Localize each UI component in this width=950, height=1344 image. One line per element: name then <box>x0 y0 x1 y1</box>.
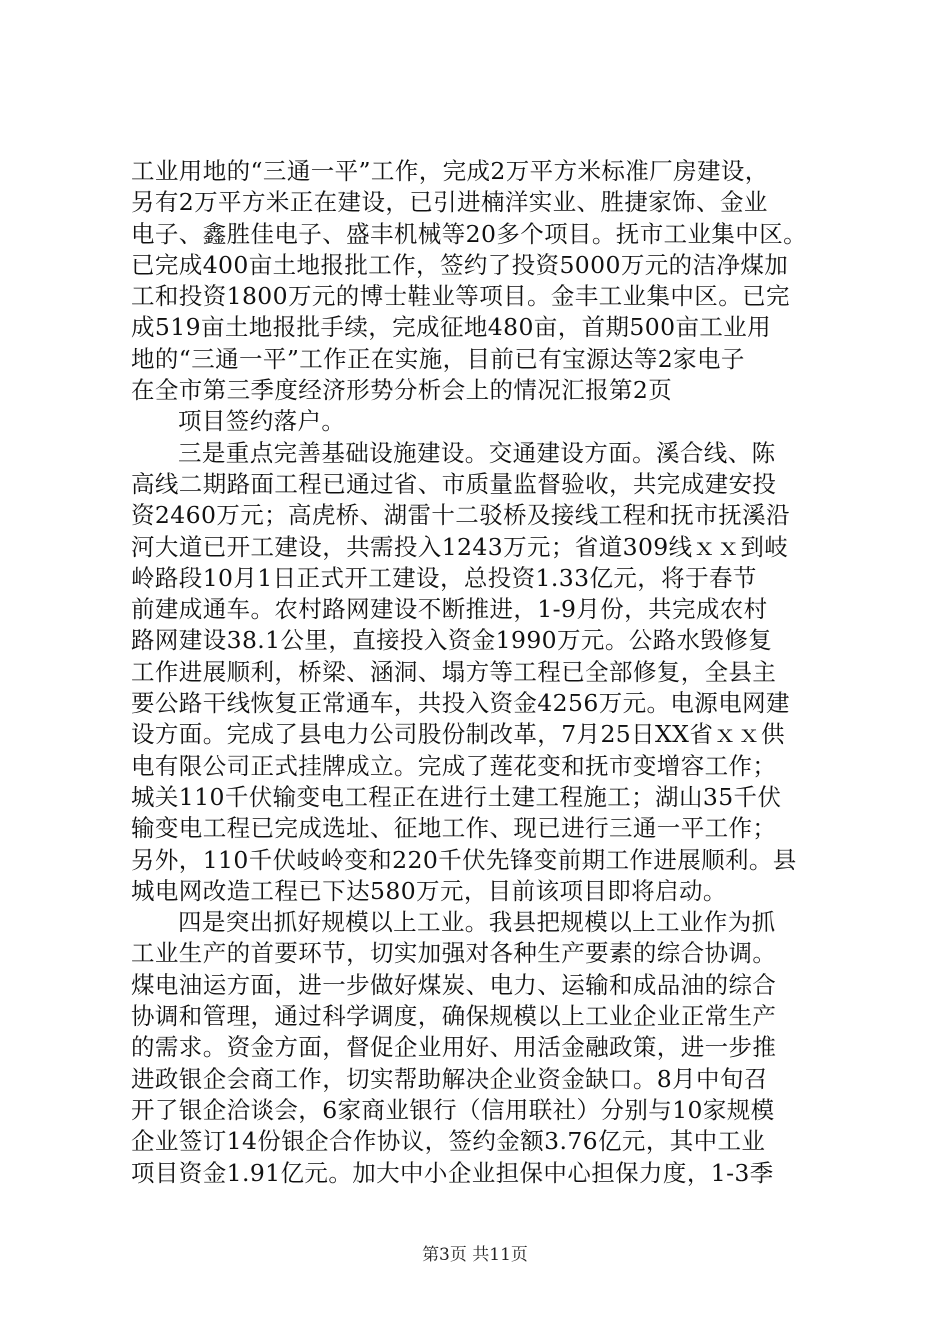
text-line: 项目资金1.91亿元。加大中小企业担保中心担保力度，1-3季 <box>131 1158 774 1187</box>
text-line: 另外，110千伏岐岭变和220千伏先锋变前期工作进展顺利。县 <box>131 845 797 874</box>
text-line: 输变电工程已完成选址、征地工作、现已进行三通一平工作； <box>131 814 777 843</box>
text-line: 煤电油运方面，进一步做好煤炭、电力、运输和成品油的综合 <box>131 970 777 999</box>
text-line: 路网建设38.1公里，直接投入资金1990万元。公路水毁修复 <box>131 626 773 655</box>
text-line: 已完成400亩土地报批工作，签约了投资5000万元的洁净煤加 <box>131 250 789 279</box>
running-header-line: 在全市第三季度经济形势分析会上的情况汇报第2页 <box>131 376 673 405</box>
text-line: 另有2万平方米正在建设，已引进楠洋实业、胜捷家饰、金业 <box>131 188 768 217</box>
document-body <box>131 156 831 1189</box>
text-line: 企业签订14份银企合作协议，签约金额3.76亿元，其中工业 <box>131 1127 766 1156</box>
text-line: 工作进展顺利，桥梁、涵洞、塌方等工程已全部修复，全县主 <box>131 657 777 686</box>
text-line: 电有限公司正式挂牌成立。完成了莲花变和抚市变增容工作； <box>131 751 777 780</box>
text-line: 设方面。完成了县电力公司股份制改革，7月25日XX省ｘｘ供 <box>131 720 785 749</box>
text-line: 前建成通车。农村路网建设不断推进，1-9月份，共完成农村 <box>131 595 768 624</box>
text-line: 开了银企洽谈会，6家商业银行（信用联社）分别与10家规模 <box>131 1095 775 1124</box>
text-line: 工业用地的“三通一平”工作，完成2万平方米标准厂房建设， <box>131 157 769 185</box>
paragraph-start: 四是突出抓好规模以上工业。我县把规模以上工业作为抓 <box>178 908 776 937</box>
text-line: 资2460万元；高虎桥、湖雷十二驳桥及接线工程和抚市抚溪沿 <box>131 501 790 530</box>
text-line: 成519亩土地报批手续，完成征地480亩，首期500亩工业用 <box>131 313 772 342</box>
text-line: 城关110千伏输变电工程正在进行土建工程施工；湖山35千伏 <box>131 782 782 811</box>
text-line: 的需求。资金方面，督促企业用好、用活金融政策，进一步推 <box>131 1033 777 1062</box>
text-line: 地的“三通一平”工作正在实施，目前已有宝源达等2家电子 <box>131 344 745 373</box>
text-line: 要公路干线恢复正常通车，共投入资金4256万元。电源电网建 <box>131 689 790 718</box>
text-line: 河大道已开工建设，共需投入1243万元；省道309线ｘｘ到岐 <box>131 532 789 561</box>
text-line: 进政银企会商工作，切实帮助解决企业资金缺口。8月中旬召 <box>131 1064 768 1093</box>
text-line: 工业生产的首要环节，切实加强对各种生产要素的综合协调。 <box>131 939 777 968</box>
text-line: 岭路段10月1日正式开工建设，总投资1.33亿元，将于春节 <box>131 563 757 592</box>
text-line: 城电网改造工程已下达580万元，目前该项目即将启动。 <box>131 876 727 905</box>
text-line: 工和投资1800万元的博士鞋业等项目。金丰工业集中区。已完 <box>131 282 790 311</box>
text-line: 高线二期路面工程已通过省、市质量监督验收，共完成建安投 <box>131 469 777 498</box>
page-footer: 第3页 共11页 <box>422 1245 528 1265</box>
text-line: 电子、鑫胜佳电子、盛丰机械等20多个项目。抚市工业集中区。 <box>131 219 808 248</box>
paragraph-start: 三是重点完善基础设施建设。交通建设方面。溪合线、陈 <box>178 438 776 467</box>
text-line: 协调和管理，通过科学调度，确保规模以上工业企业正常生产 <box>131 1002 777 1031</box>
text-line: 项目签约落户。 <box>178 407 346 436</box>
